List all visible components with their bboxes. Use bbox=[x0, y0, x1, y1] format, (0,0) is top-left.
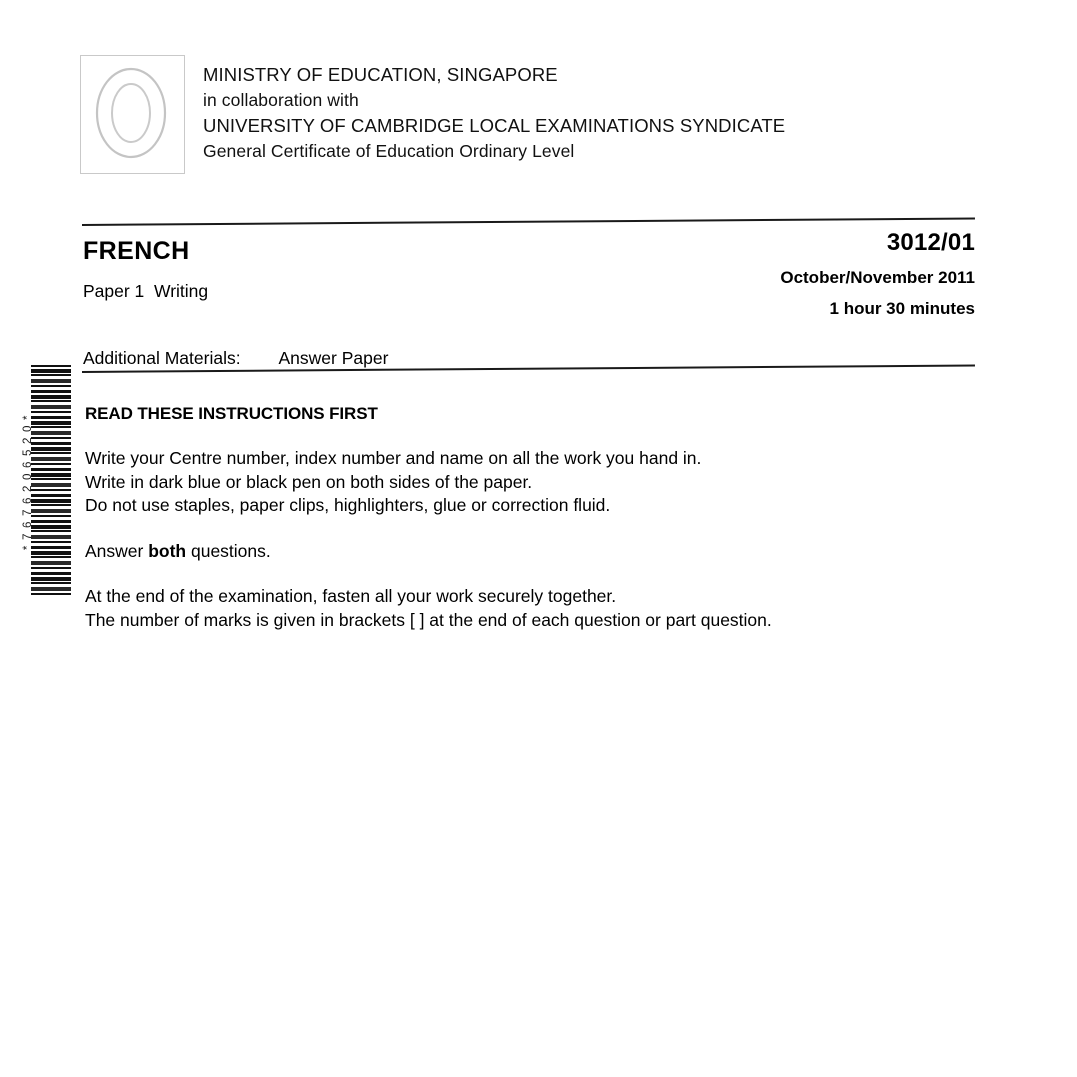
exam-duration: 1 hour 30 minutes bbox=[829, 299, 975, 318]
header-line-qualification: General Certificate of Education Ordinary Level bbox=[203, 140, 575, 161]
moe-o-logo-icon bbox=[81, 56, 181, 170]
paper-title-block bbox=[83, 236, 208, 302]
instructions-group-answer bbox=[85, 540, 925, 564]
answer-text-pre: Answer bbox=[85, 540, 149, 561]
header-line-syndicate: UNIVERSITY OF CAMBRIDGE LOCAL EXAMINATIONS SYNDICATE bbox=[203, 115, 786, 136]
paper-meta-block bbox=[780, 228, 975, 320]
answer-text-emphasis: both bbox=[148, 540, 187, 561]
instructions-section bbox=[85, 403, 925, 632]
instruction-line: Write in dark blue or black pen on both sides of the paper. bbox=[85, 471, 533, 492]
barcode-bars-icon bbox=[30, 364, 72, 596]
instruction-line-answer-both bbox=[85, 540, 925, 564]
instruction-line: The number of marks is given in brackets [ ] at the end of each question or part question. bbox=[85, 609, 772, 630]
issuing-authority-header bbox=[203, 62, 963, 164]
instruction-line: Do not use staples, paper clips, highlighters, glue or correction fluid. bbox=[85, 495, 611, 515]
subject-name: FRENCH bbox=[83, 237, 190, 265]
exam-session: October/November 2011 bbox=[780, 268, 975, 287]
barcode-value: *7676206520* bbox=[22, 409, 34, 551]
moe-logo bbox=[80, 55, 185, 174]
header-line-ministry: MINISTRY OF EDUCATION, SINGAPORE bbox=[203, 64, 558, 85]
header-line-collaboration: in collaboration with bbox=[203, 89, 359, 110]
divider-top bbox=[82, 217, 975, 226]
instructions-group-writing bbox=[85, 447, 925, 518]
paper-code: 3012/01 bbox=[886, 229, 975, 256]
barcode bbox=[14, 364, 72, 596]
instructions-group-closing bbox=[85, 585, 925, 632]
additional-materials: Additional Materials: Answer Paper bbox=[83, 348, 389, 368]
instructions-heading: READ THESE INSTRUCTIONS FIRST bbox=[85, 404, 378, 423]
instruction-line: Write your Centre number, index number and name on all the work you hand in. bbox=[85, 448, 702, 468]
paper-component: Paper 1 Writing bbox=[83, 281, 209, 301]
answer-text-post: questions. bbox=[186, 540, 271, 561]
instruction-line: At the end of the examination, fasten all your work securely together. bbox=[85, 586, 617, 606]
